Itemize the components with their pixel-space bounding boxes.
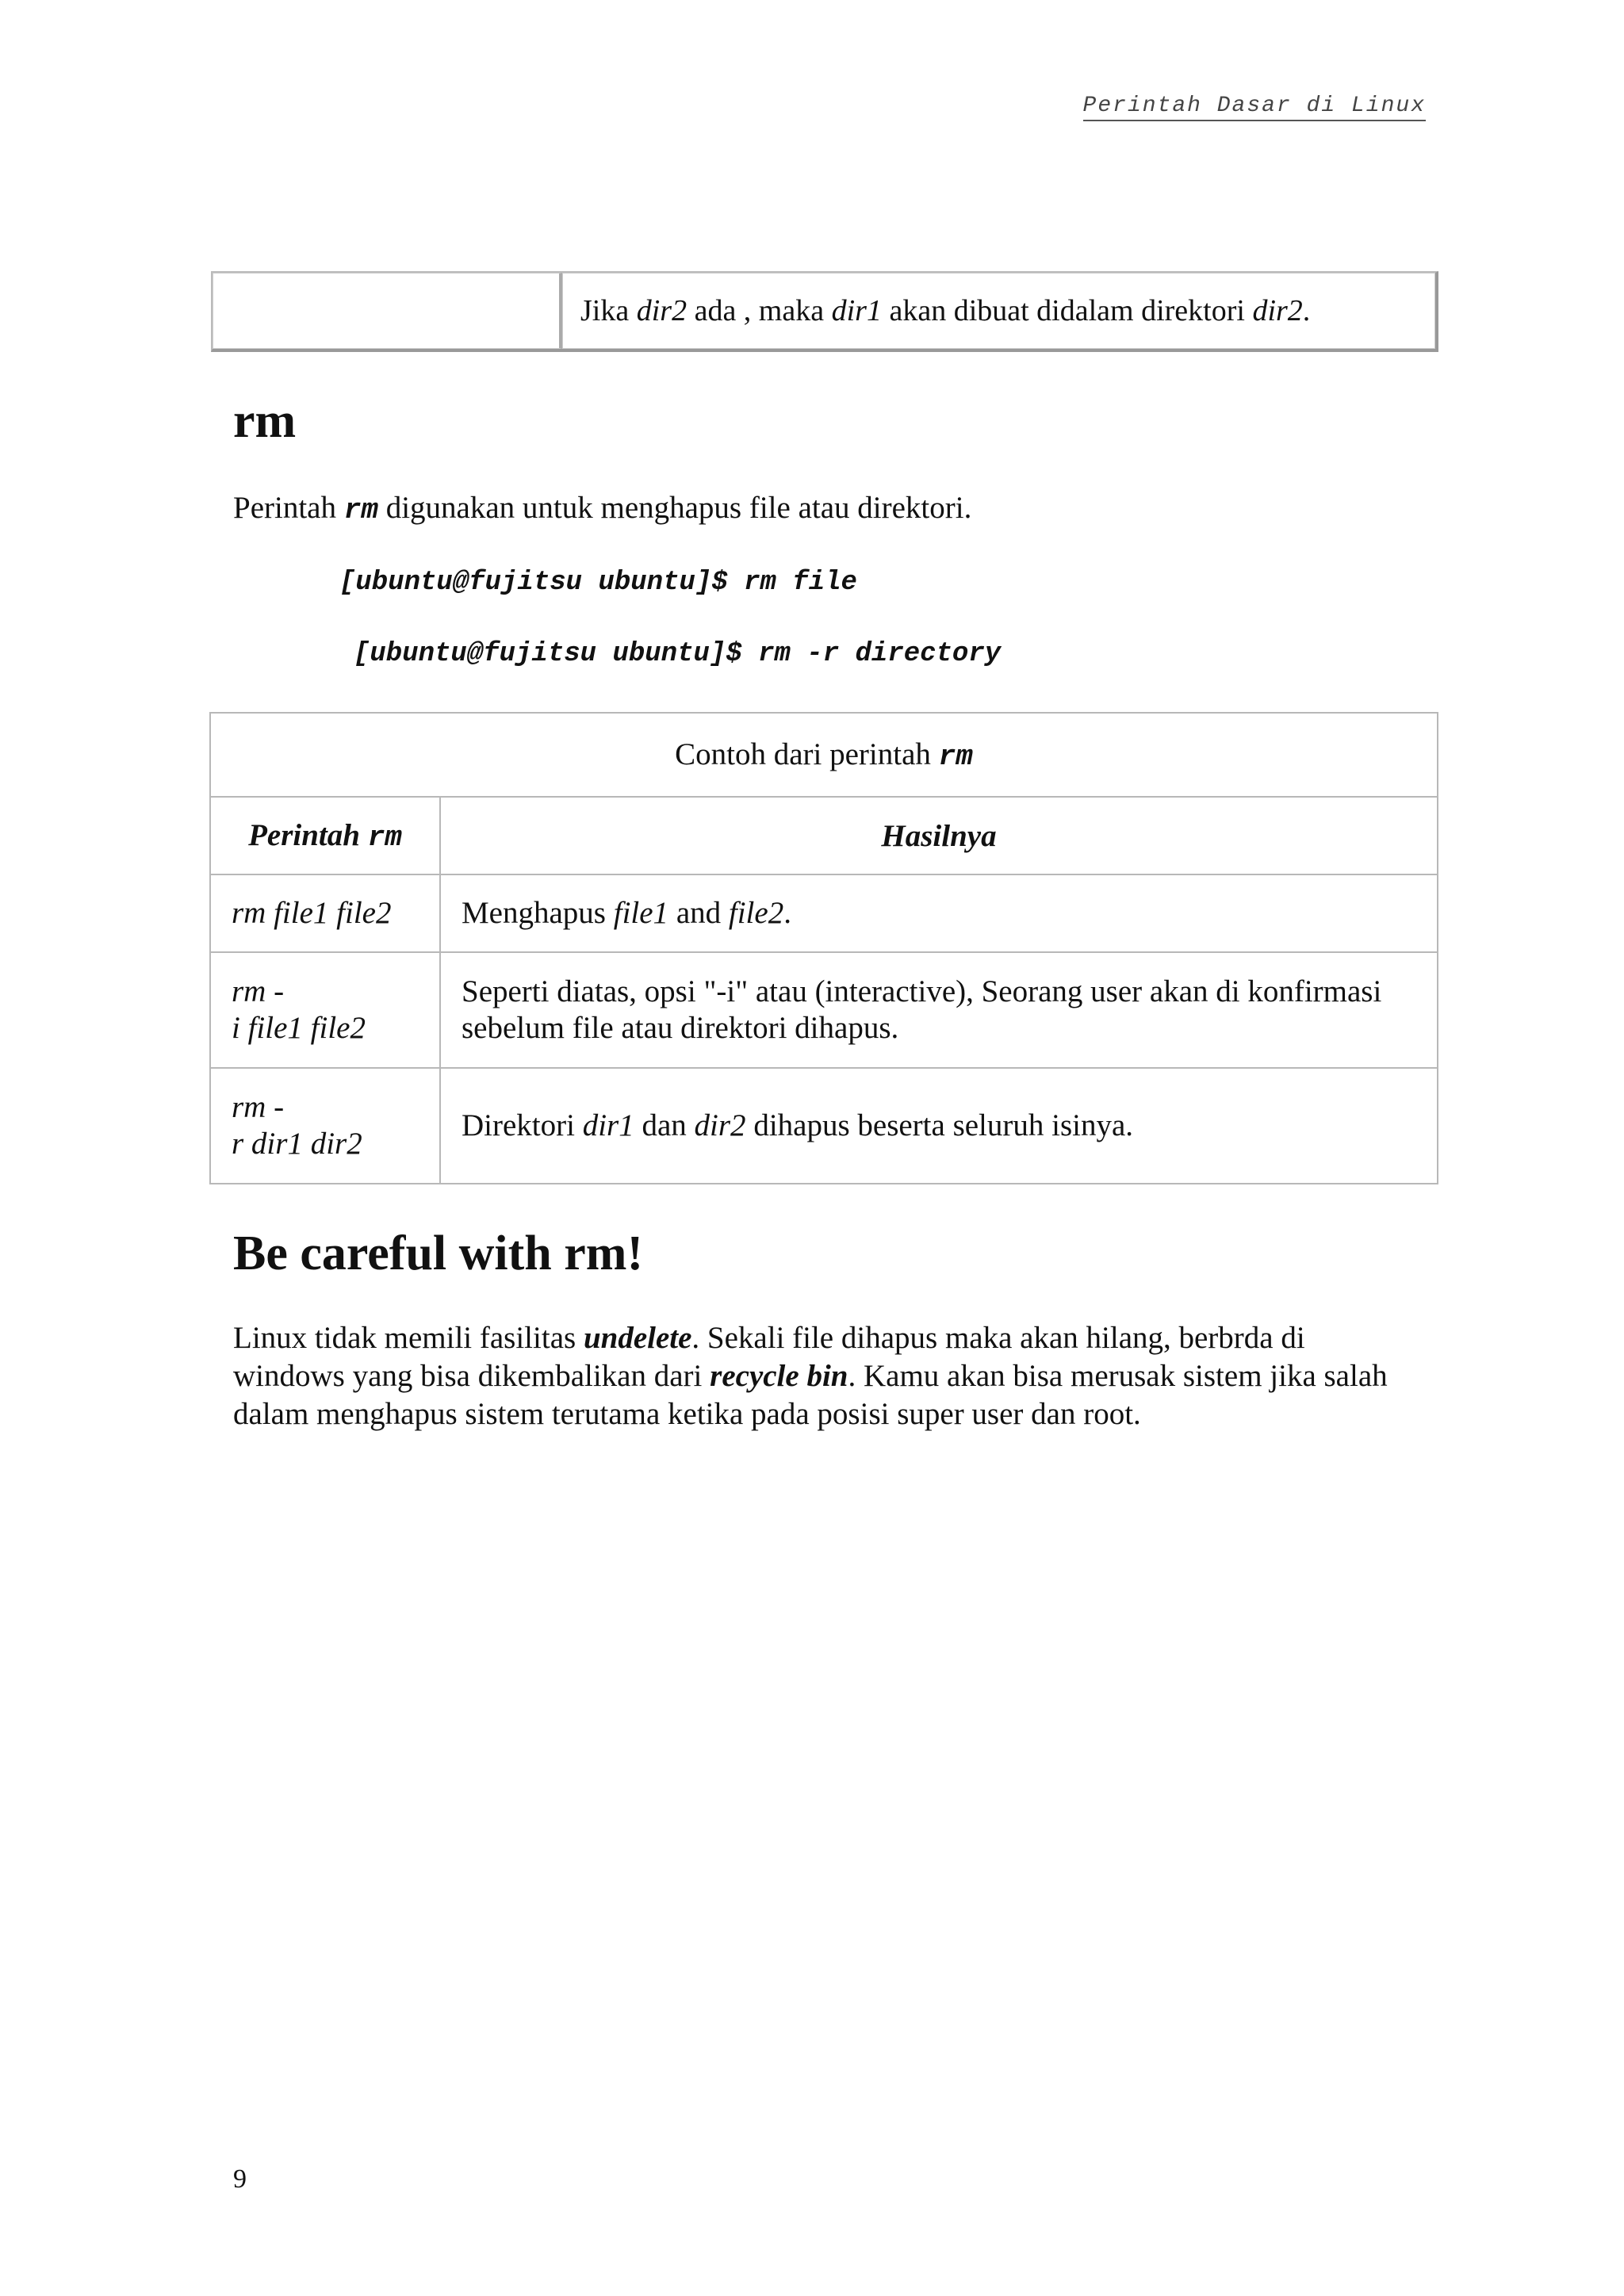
emphasis: undelete xyxy=(583,1321,692,1355)
command-cell: rm - r dir1 dir2 xyxy=(210,1068,440,1184)
shell-command: rm file xyxy=(727,568,857,598)
shell-prompt: [ubuntu@fujitsu ubuntu]$ xyxy=(339,568,728,598)
shell-command: rm -r directory xyxy=(741,639,1002,669)
section-title-warning: Be careful with rm! xyxy=(233,1226,644,1280)
command-example xyxy=(354,639,1001,669)
running-header: Perintah Dasar di Linux xyxy=(1083,94,1426,121)
table-row xyxy=(213,273,1435,349)
empty-cell xyxy=(213,273,562,349)
result-cell: Seperti diatas, opsi "-i" atau (interactive), Seorang user akan di konfirmasi sebelum file atau direktori dihapus. xyxy=(440,952,1438,1068)
result-cell: Direktori dir1 dan dir2 dihapus beserta seluruh isinya. xyxy=(440,1068,1438,1184)
column-header-command: Perintah rm xyxy=(210,797,440,874)
table-header-row xyxy=(210,797,1438,874)
rm-intro-paragraph: Perintah rm digunakan untuk menghapus file atau direktori. xyxy=(233,491,972,526)
rm-examples-table xyxy=(209,712,1438,1184)
table-row xyxy=(210,874,1438,952)
command-cell: rm - i file1 file2 xyxy=(210,952,440,1068)
emphasis: recycle bin xyxy=(710,1359,848,1393)
shell-prompt: [ubuntu@fujitsu ubuntu]$ xyxy=(354,639,742,669)
command-cell: rm file1 file2 xyxy=(210,874,440,952)
column-header-result: Hasilnya xyxy=(440,797,1438,874)
table-caption-row xyxy=(210,713,1438,797)
table-row xyxy=(210,952,1438,1068)
continued-table-fragment xyxy=(211,271,1438,352)
section-title-rm: rm xyxy=(233,394,297,448)
table-row xyxy=(210,1068,1438,1184)
fragment-cell: Jika dir2 ada , maka dir1 akan dibuat didalam direktori dir2. xyxy=(562,273,1435,349)
table-caption: Contoh dari perintah rm xyxy=(210,713,1438,797)
result-cell: Menghapus file1 and file2. xyxy=(440,874,1438,952)
command-example xyxy=(339,568,857,598)
warning-paragraph: Linux tidak memili fasilitas undelete. Sekali file dihapus maka akan hilang, berbrda di windows yang bisa dikembalikan dari recycle bin. Kamu akan bisa merusak sistem jika salah dalam menghapus sistem terutama ketika pada posisi super user dan root. xyxy=(233,1321,1388,1431)
page-number: 9 xyxy=(233,2164,247,2194)
inline-code: rm xyxy=(343,494,378,526)
